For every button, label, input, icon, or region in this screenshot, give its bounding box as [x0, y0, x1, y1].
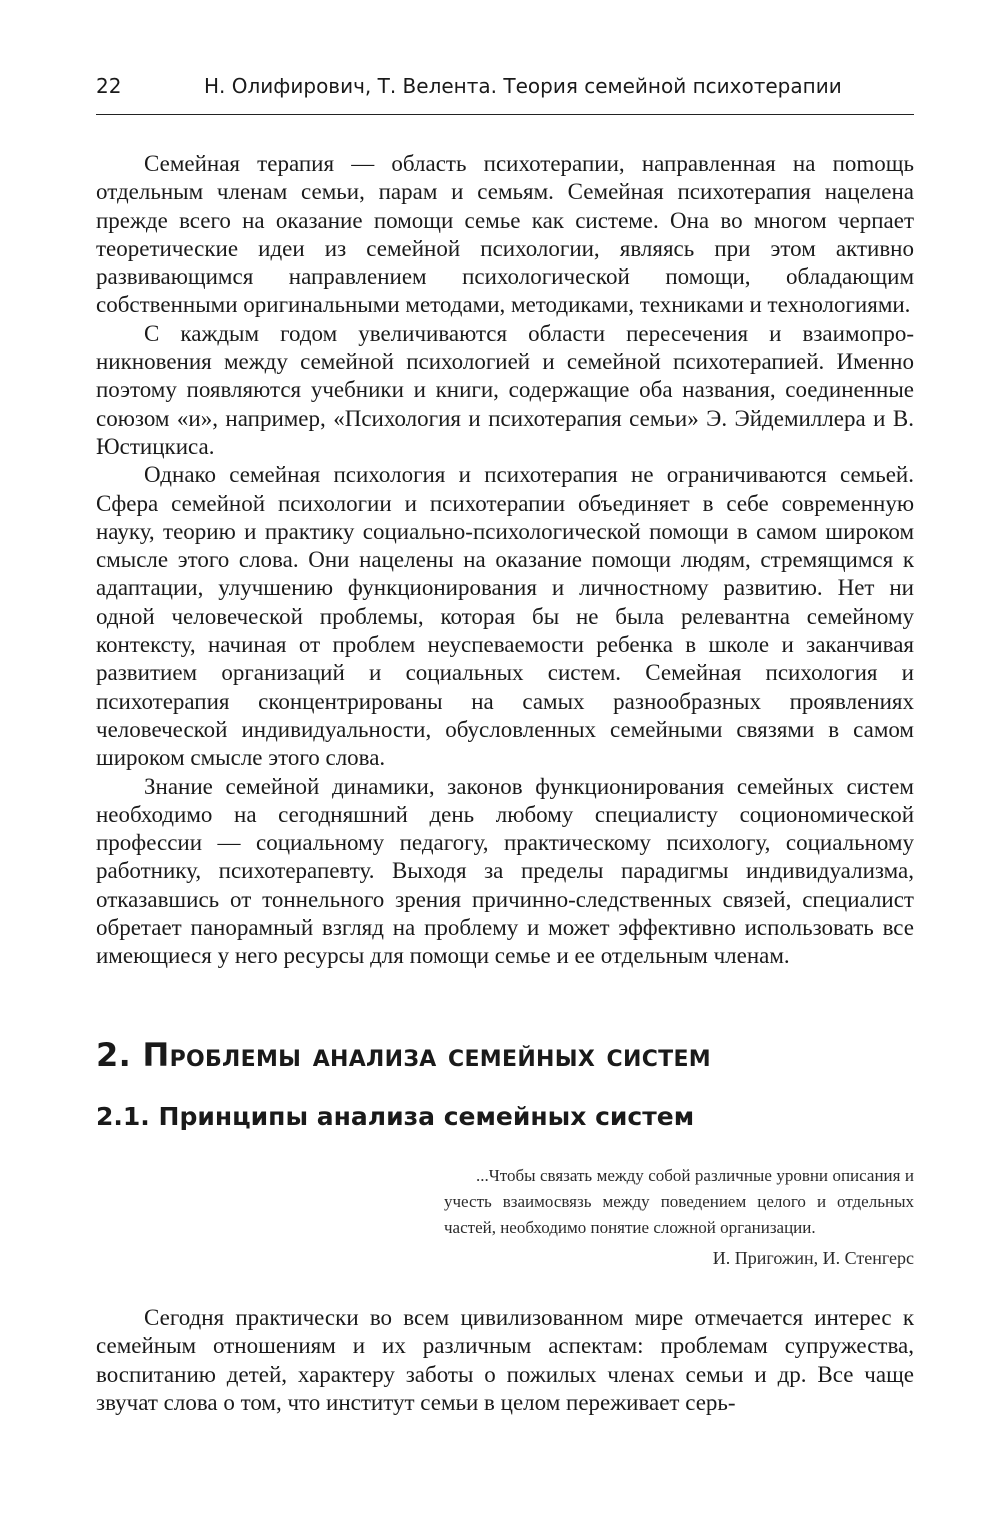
section-number: 2.1. — [96, 1102, 150, 1131]
paragraph: Знание семейной динамики, законов функционирования семейных систем необходимо на сегодняшний день любому специалисту социономической профессии — социальному педагогу, практическому психологу, социальному работнику, психотерапевту. Выходя за пределы парадигмы индивидуализма, отказавшись от тоннельного зрения причинно-следственных связей, специалист обретает панорамный взгляд на проблему и может эффективно использовать все имеющиеся у него ресурсы для помощи семье и ее отдельным членам. — [96, 773, 914, 969]
paragraph: Семейная терапия — область психотерапии, направленная на поmощь отдельным членам семьи, парам и семьям. Семейная психотерапия нацелена прежде всего на оказание помощи семье как системе. Она во многом черпает теоретические идеи из семейной психологии, являясь при этом активно развивающимся направлением психологической помощи, обладающим собственными оригинальными методами, методиками, техниками и технологиями. — [96, 151, 914, 318]
book-page — [96, 0, 914, 1524]
epigraph — [444, 1163, 914, 1271]
chapter-title: Проблемы анализа семейных систем — [142, 1036, 711, 1074]
epigraph-text: ...Чтобы связать между собой различные уровни описания и учесть взаимосвязь между поведением целого и отдельных частей, необходимо понятие сложной организации. — [444, 1166, 914, 1237]
chapter-heading — [96, 1036, 914, 1074]
paragraph: С каждым годом увеличиваются области пересечения и взаимопроникновения между семейной психологией и семейной психотерапией. Именно поэтому появляются учебники и книги, содержащие оба названия, соединенные союзом «и», например, «Психология и психотерапия семьи» Э. Эйдемиллера и В. Юстицкиса. — [96, 320, 914, 459]
body-text — [96, 150, 914, 971]
page-number: 22 — [96, 74, 122, 98]
section-title: Принципы анализа семейных систем — [158, 1102, 695, 1131]
running-header — [96, 74, 914, 108]
running-title: Н. Олифирович, Т. Велента. Теория семейной психотерапии — [204, 74, 842, 98]
section-body-text — [96, 1304, 914, 1417]
header-rule — [96, 114, 914, 115]
paragraph: Сегодня практически во всем цивилизованном мире отмечается интерес к семейным отношениям и их различным аспектам: проблемам супружества, воспитанию детей, характеру заботы о пожилых членах семьи и др. Все чаще звучат слова о том, что институт семьи в целом переживает серь- — [96, 1305, 914, 1415]
chapter-number: 2. — [96, 1036, 132, 1074]
paragraph: Однако семейная психология и психотерапия не ограничиваются семьей. Сфера семейной психологии и психотерапии объединяет в себе современную науку, теорию и практику социально-психологической помощи в самом широком смысле этого слова. Они нацелены на оказание помощи людям, стремящимся к адаптации, улучшению функционирования и личностному развитию. Нет ни одной человеческой проблемы, которая бы не была релевантна семейному контексту, начиная от проблем неуспеваемости ребенка в школе и заканчивая развитием организаций и социальных систем. Семейная психология и психотерапия сконцентрированы на самых разнообразных проявлениях человеческой индивидуальности, обусловленных семейными связями в самом широком смысле этого слова. — [96, 462, 914, 771]
section-heading — [96, 1102, 914, 1131]
epigraph-author: И. Пригожин, И. Стенгерс — [712, 1248, 914, 1268]
